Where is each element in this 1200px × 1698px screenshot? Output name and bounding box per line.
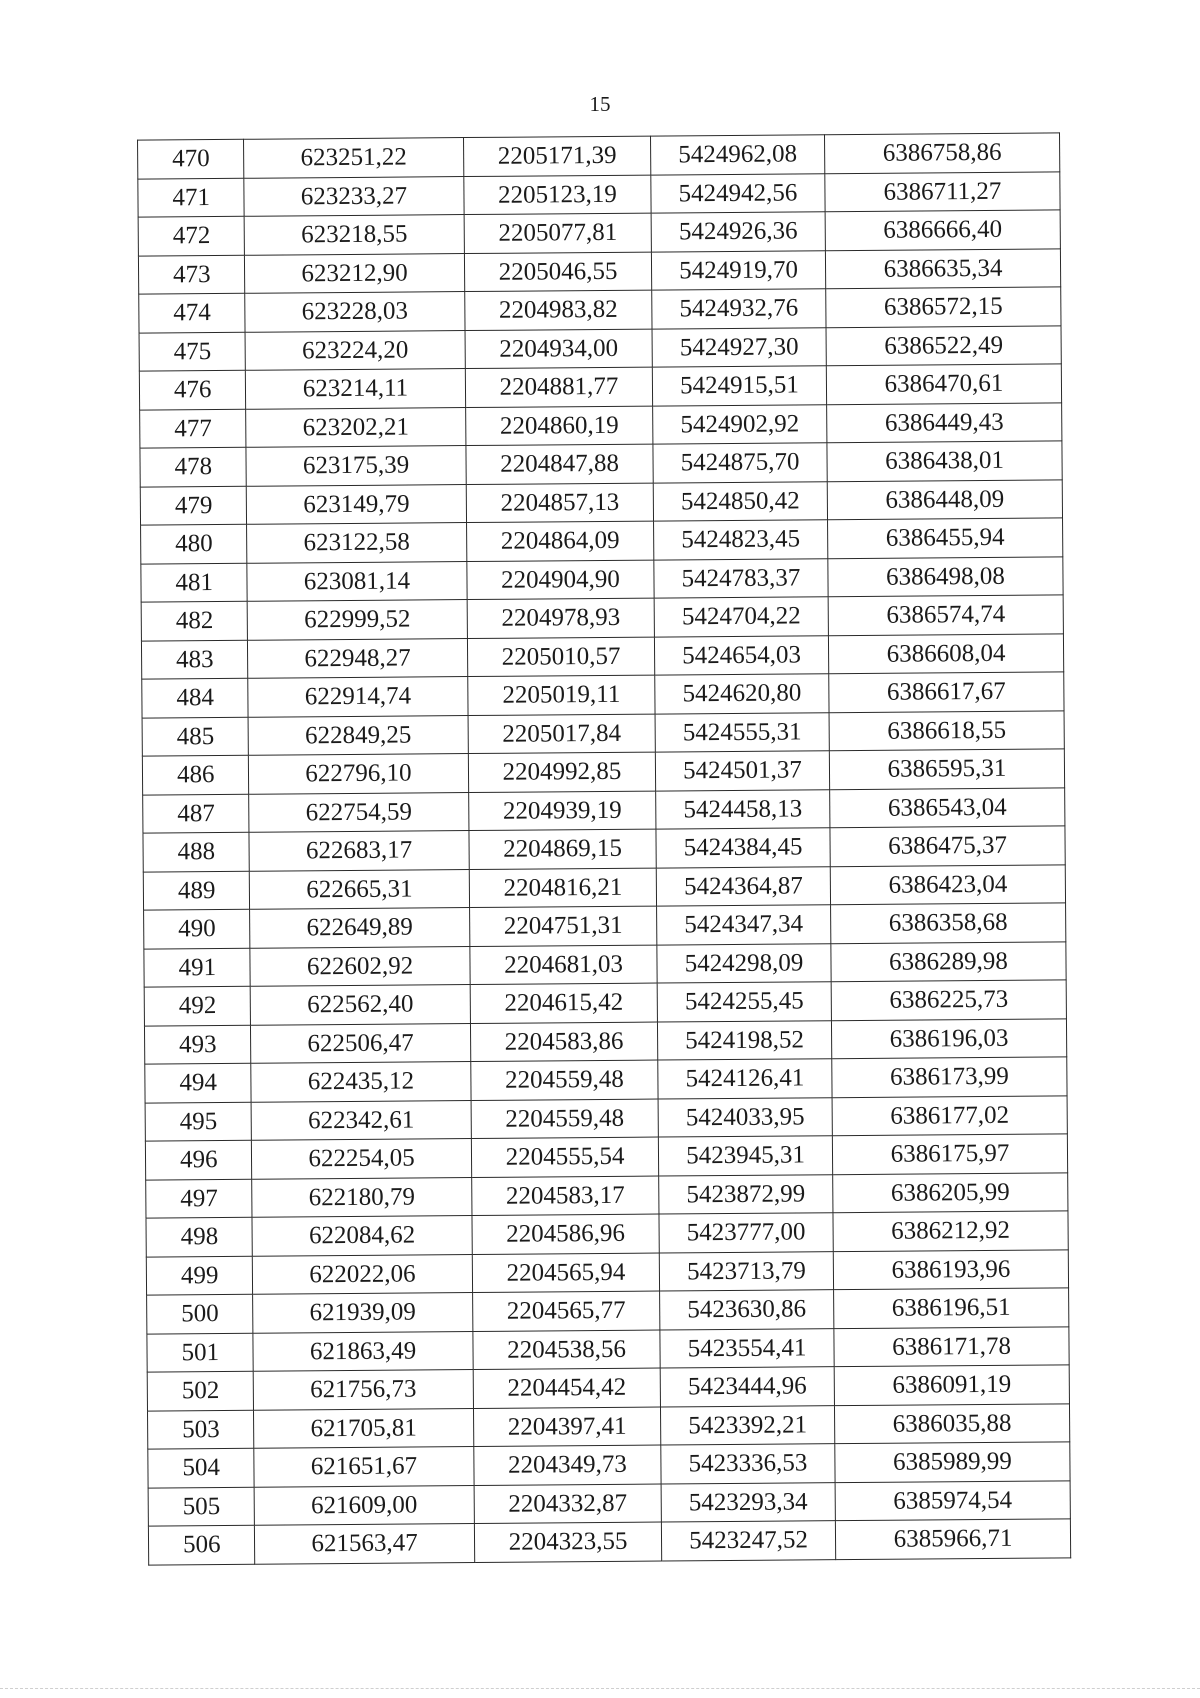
coord-cell-4: 6386289,98 <box>831 941 1066 981</box>
coord-cell-3: 5424875,70 <box>653 443 827 483</box>
coord-cell-1: 622754,59 <box>249 792 469 832</box>
coord-cell-1: 622254,05 <box>251 1139 471 1179</box>
coord-cell-1: 622649,89 <box>250 908 470 948</box>
point-number-cell: 501 <box>147 1333 253 1372</box>
coord-cell-1: 622180,79 <box>252 1177 472 1217</box>
coord-cell-3: 5424850,42 <box>653 481 827 521</box>
coord-cell-1: 621563,47 <box>254 1524 474 1564</box>
coord-cell-4: 6386574,74 <box>828 595 1063 635</box>
point-number-cell: 476 <box>139 370 245 409</box>
coord-cell-4: 6386455,94 <box>828 518 1063 558</box>
coord-cell-2: 2204538,56 <box>473 1330 660 1370</box>
coord-cell-3: 5424555,31 <box>655 712 829 752</box>
coord-cell-3: 5424126,41 <box>658 1059 832 1099</box>
point-number-cell: 479 <box>140 486 246 525</box>
coord-cell-2: 2204881,77 <box>465 367 652 407</box>
coord-cell-3: 5424915,51 <box>652 366 826 406</box>
coord-cell-4: 6386091,19 <box>834 1365 1069 1405</box>
point-number-cell: 498 <box>146 1217 252 1256</box>
point-number-cell: 478 <box>140 447 246 486</box>
coord-cell-4: 6386498,08 <box>828 556 1063 596</box>
coord-cell-1: 623224,20 <box>245 330 465 370</box>
coord-cell-3: 5423554,41 <box>660 1328 834 1368</box>
coord-cell-2: 2204559,48 <box>471 1099 658 1139</box>
coord-cell-1: 622948,27 <box>247 638 467 678</box>
coord-cell-4: 6386438,01 <box>827 441 1062 481</box>
coord-cell-1: 622602,92 <box>250 946 470 986</box>
coord-cell-1: 622796,10 <box>248 754 468 794</box>
coord-cell-1: 623251,22 <box>244 138 464 178</box>
coord-cell-4: 6385966,71 <box>835 1519 1070 1559</box>
point-number-cell: 485 <box>142 717 248 756</box>
point-number-cell: 474 <box>139 293 245 332</box>
coord-cell-4: 6386522,49 <box>826 325 1061 365</box>
coord-cell-4: 6386635,34 <box>825 248 1060 288</box>
coord-cell-1: 621863,49 <box>253 1331 473 1371</box>
coord-cell-1: 622562,40 <box>250 985 470 1025</box>
coord-cell-4: 6386617,67 <box>829 672 1064 712</box>
coord-cell-3: 5423247,52 <box>661 1521 835 1561</box>
coord-cell-2: 2205123,19 <box>464 175 651 215</box>
coord-cell-4: 6386193,96 <box>833 1249 1068 1289</box>
coord-cell-2: 2205046,55 <box>464 252 651 292</box>
coord-cell-4: 6385974,54 <box>835 1480 1070 1520</box>
page-number: 15 <box>589 92 611 116</box>
scan-edge-line <box>0 1688 1200 1689</box>
coord-cell-4: 6386470,61 <box>826 364 1061 404</box>
coord-cell-4: 6385989,99 <box>835 1442 1070 1482</box>
coord-cell-4: 6386543,04 <box>830 787 1065 827</box>
coord-cell-1: 623149,79 <box>246 484 466 524</box>
coord-cell-2: 2204586,96 <box>472 1214 659 1254</box>
coord-cell-4: 6386205,99 <box>833 1172 1068 1212</box>
point-number-cell: 497 <box>146 1179 252 1218</box>
point-number-cell: 481 <box>141 563 247 602</box>
coord-cell-2: 2205017,84 <box>468 714 655 754</box>
coord-cell-3: 5423945,31 <box>658 1136 832 1176</box>
coord-cell-2: 2204939,19 <box>469 791 656 831</box>
coord-cell-4: 6386212,92 <box>833 1211 1068 1251</box>
coord-cell-3: 5424033,95 <box>658 1097 832 1137</box>
coord-cell-4: 6386475,37 <box>830 826 1065 866</box>
coord-cell-1: 623228,03 <box>245 292 465 332</box>
coord-cell-3: 5424198,52 <box>657 1020 831 1060</box>
coord-cell-3: 5424298,09 <box>657 943 831 983</box>
coord-cell-4: 6386711,27 <box>825 171 1060 211</box>
coord-cell-3: 5423444,96 <box>660 1367 834 1407</box>
coord-cell-3: 5423336,53 <box>661 1444 835 1484</box>
coord-cell-1: 623218,55 <box>244 215 464 255</box>
coord-cell-3: 5424654,03 <box>654 635 828 675</box>
coord-cell-2: 2204847,88 <box>466 444 653 484</box>
coord-cell-2: 2204904,90 <box>467 560 654 600</box>
coord-cell-1: 621939,09 <box>253 1293 473 1333</box>
coord-cell-4: 6386758,86 <box>824 133 1059 173</box>
coord-cell-2: 2204978,93 <box>467 598 654 638</box>
coord-cell-2: 2204681,03 <box>470 945 657 985</box>
coord-cell-4: 6386225,73 <box>831 980 1066 1020</box>
point-number-cell: 499 <box>146 1256 252 1295</box>
point-number-cell: 494 <box>145 1063 251 1102</box>
table-row <box>148 1519 1070 1565</box>
coord-cell-2: 2204454,42 <box>473 1368 660 1408</box>
point-number-cell: 473 <box>138 255 244 294</box>
coord-cell-3: 5424942,56 <box>651 173 825 213</box>
coord-cell-1: 622084,62 <box>252 1216 472 1256</box>
point-number-cell: 487 <box>143 794 249 833</box>
coord-cell-3: 5424962,08 <box>651 135 825 175</box>
coord-cell-3: 5424919,70 <box>651 250 825 290</box>
point-number-cell: 477 <box>140 409 246 448</box>
coord-cell-2: 2204615,42 <box>470 983 657 1023</box>
coord-cell-1: 623081,14 <box>247 561 467 601</box>
coord-cell-1: 622022,06 <box>252 1254 472 1294</box>
coord-cell-2: 2204323,55 <box>474 1522 661 1562</box>
coord-cell-2: 2204992,85 <box>468 752 655 792</box>
coord-cell-2: 2204934,00 <box>465 329 652 369</box>
coordinates-table <box>137 132 1071 1565</box>
coord-cell-3: 5424783,37 <box>654 558 828 598</box>
coord-cell-4: 6386173,99 <box>832 1057 1067 1097</box>
coord-cell-4: 6386035,88 <box>834 1403 1069 1443</box>
point-number-cell: 471 <box>138 178 244 217</box>
coord-cell-2: 2204816,21 <box>469 868 656 908</box>
coord-cell-3: 5424926,36 <box>651 212 825 252</box>
coord-cell-2: 2204869,15 <box>469 829 656 869</box>
coord-cell-3: 5424384,45 <box>656 828 830 868</box>
coord-cell-2: 2205077,81 <box>464 213 651 253</box>
coord-cell-1: 622683,17 <box>249 831 469 871</box>
point-number-cell: 491 <box>144 948 250 987</box>
coord-cell-4: 6386358,68 <box>831 903 1066 943</box>
coord-cell-1: 622999,52 <box>247 600 467 640</box>
coord-cell-3: 5424927,30 <box>652 327 826 367</box>
point-number-cell: 502 <box>147 1371 253 1410</box>
point-number-cell: 496 <box>145 1140 251 1179</box>
coord-cell-2: 2204864,09 <box>467 521 654 561</box>
coord-cell-3: 5424501,37 <box>655 751 829 791</box>
coord-cell-4: 6386175,97 <box>832 1134 1067 1174</box>
coord-cell-2: 2204397,41 <box>473 1407 660 1447</box>
point-number-cell: 503 <box>147 1410 253 1449</box>
coord-cell-3: 5424932,76 <box>652 289 826 329</box>
coord-cell-2: 2204751,31 <box>470 906 657 946</box>
coord-cell-2: 2205010,57 <box>467 637 654 677</box>
coord-cell-3: 5423777,00 <box>659 1213 833 1253</box>
coord-cell-4: 6386196,03 <box>831 1018 1066 1058</box>
coord-cell-2: 2204857,13 <box>466 483 653 523</box>
coord-cell-4: 6386448,09 <box>827 479 1062 519</box>
coord-cell-1: 622342,61 <box>251 1100 471 1140</box>
point-number-cell: 492 <box>144 986 250 1025</box>
coord-cell-1: 623122,58 <box>247 523 467 563</box>
point-number-cell: 486 <box>142 755 248 794</box>
coord-cell-3: 5424458,13 <box>656 789 830 829</box>
coord-cell-1: 621705,81 <box>253 1408 473 1448</box>
coord-cell-1: 622665,31 <box>249 869 469 909</box>
coord-cell-2: 2204583,86 <box>470 1022 657 1062</box>
coord-cell-4: 6386595,31 <box>829 749 1064 789</box>
point-number-cell: 506 <box>148 1525 254 1564</box>
coord-cell-2: 2204983,82 <box>465 290 652 330</box>
coord-cell-1: 623233,27 <box>244 176 464 216</box>
coord-cell-3: 5423872,99 <box>659 1174 833 1214</box>
coord-cell-3: 5423392,21 <box>660 1405 834 1445</box>
coord-cell-3: 5424620,80 <box>655 674 829 714</box>
coord-cell-4: 6386196,51 <box>834 1288 1069 1328</box>
point-number-cell: 472 <box>138 216 244 255</box>
coord-cell-1: 622849,25 <box>248 715 468 755</box>
point-number-cell: 475 <box>139 332 245 371</box>
coord-cell-1: 622435,12 <box>251 1062 471 1102</box>
coord-cell-2: 2204565,77 <box>473 1291 660 1331</box>
coord-cell-4: 6386423,04 <box>830 864 1065 904</box>
coord-cell-3: 5423713,79 <box>659 1251 833 1291</box>
coord-cell-3: 5423630,86 <box>660 1290 834 1330</box>
coord-cell-1: 621651,67 <box>254 1447 474 1487</box>
coord-cell-1: 622506,47 <box>250 1023 470 1063</box>
coord-cell-1: 621756,73 <box>253 1370 473 1410</box>
coord-cell-4: 6386171,78 <box>834 1326 1069 1366</box>
point-number-cell: 488 <box>143 832 249 871</box>
coord-cell-2: 2204332,87 <box>474 1484 661 1524</box>
coord-cell-1: 623202,21 <box>246 407 466 447</box>
coord-cell-4: 6386449,43 <box>827 402 1062 442</box>
coord-cell-3: 5424823,45 <box>654 520 828 560</box>
coord-cell-3: 5424364,87 <box>656 866 830 906</box>
coord-cell-2: 2204559,48 <box>471 1060 658 1100</box>
coord-cell-2: 2204349,73 <box>474 1445 661 1485</box>
coord-cell-1: 623212,90 <box>244 253 464 293</box>
point-number-cell: 484 <box>142 678 248 717</box>
coord-cell-2: 2204583,17 <box>472 1176 659 1216</box>
coord-cell-1: 621609,00 <box>254 1485 474 1525</box>
coord-cell-3: 5424902,92 <box>653 404 827 444</box>
coord-cell-4: 6386572,15 <box>826 287 1061 327</box>
coordinates-table-body <box>138 133 1071 1565</box>
point-number-cell: 490 <box>144 909 250 948</box>
coord-cell-4: 6386666,40 <box>825 210 1060 250</box>
coord-cell-4: 6386618,55 <box>829 710 1064 750</box>
point-number-cell: 483 <box>141 640 247 679</box>
point-number-cell: 480 <box>141 524 247 563</box>
point-number-cell: 504 <box>148 1448 254 1487</box>
coord-cell-2: 2204565,94 <box>472 1253 659 1293</box>
point-number-cell: 495 <box>145 1102 251 1141</box>
coord-cell-3: 5424347,34 <box>657 905 831 945</box>
point-number-cell: 489 <box>143 871 249 910</box>
point-number-cell: 500 <box>147 1294 253 1333</box>
point-number-cell: 482 <box>141 601 247 640</box>
coord-cell-3: 5424704,22 <box>654 597 828 637</box>
coord-cell-3: 5423293,34 <box>661 1482 835 1522</box>
point-number-cell: 493 <box>144 1025 250 1064</box>
coord-cell-1: 623175,39 <box>246 446 466 486</box>
point-number-cell: 505 <box>148 1487 254 1526</box>
coord-cell-2: 2205171,39 <box>464 136 651 176</box>
coord-cell-3: 5424255,45 <box>657 982 831 1022</box>
point-number-cell: 470 <box>138 139 244 178</box>
coord-cell-2: 2205019,11 <box>468 675 655 715</box>
coord-cell-2: 2204555,54 <box>471 1137 658 1177</box>
coord-cell-2: 2204860,19 <box>466 406 653 446</box>
coord-cell-4: 6386608,04 <box>828 633 1063 673</box>
coord-cell-1: 623214,11 <box>245 369 465 409</box>
coord-cell-1: 622914,74 <box>248 677 468 717</box>
coord-cell-4: 6386177,02 <box>832 1095 1067 1135</box>
